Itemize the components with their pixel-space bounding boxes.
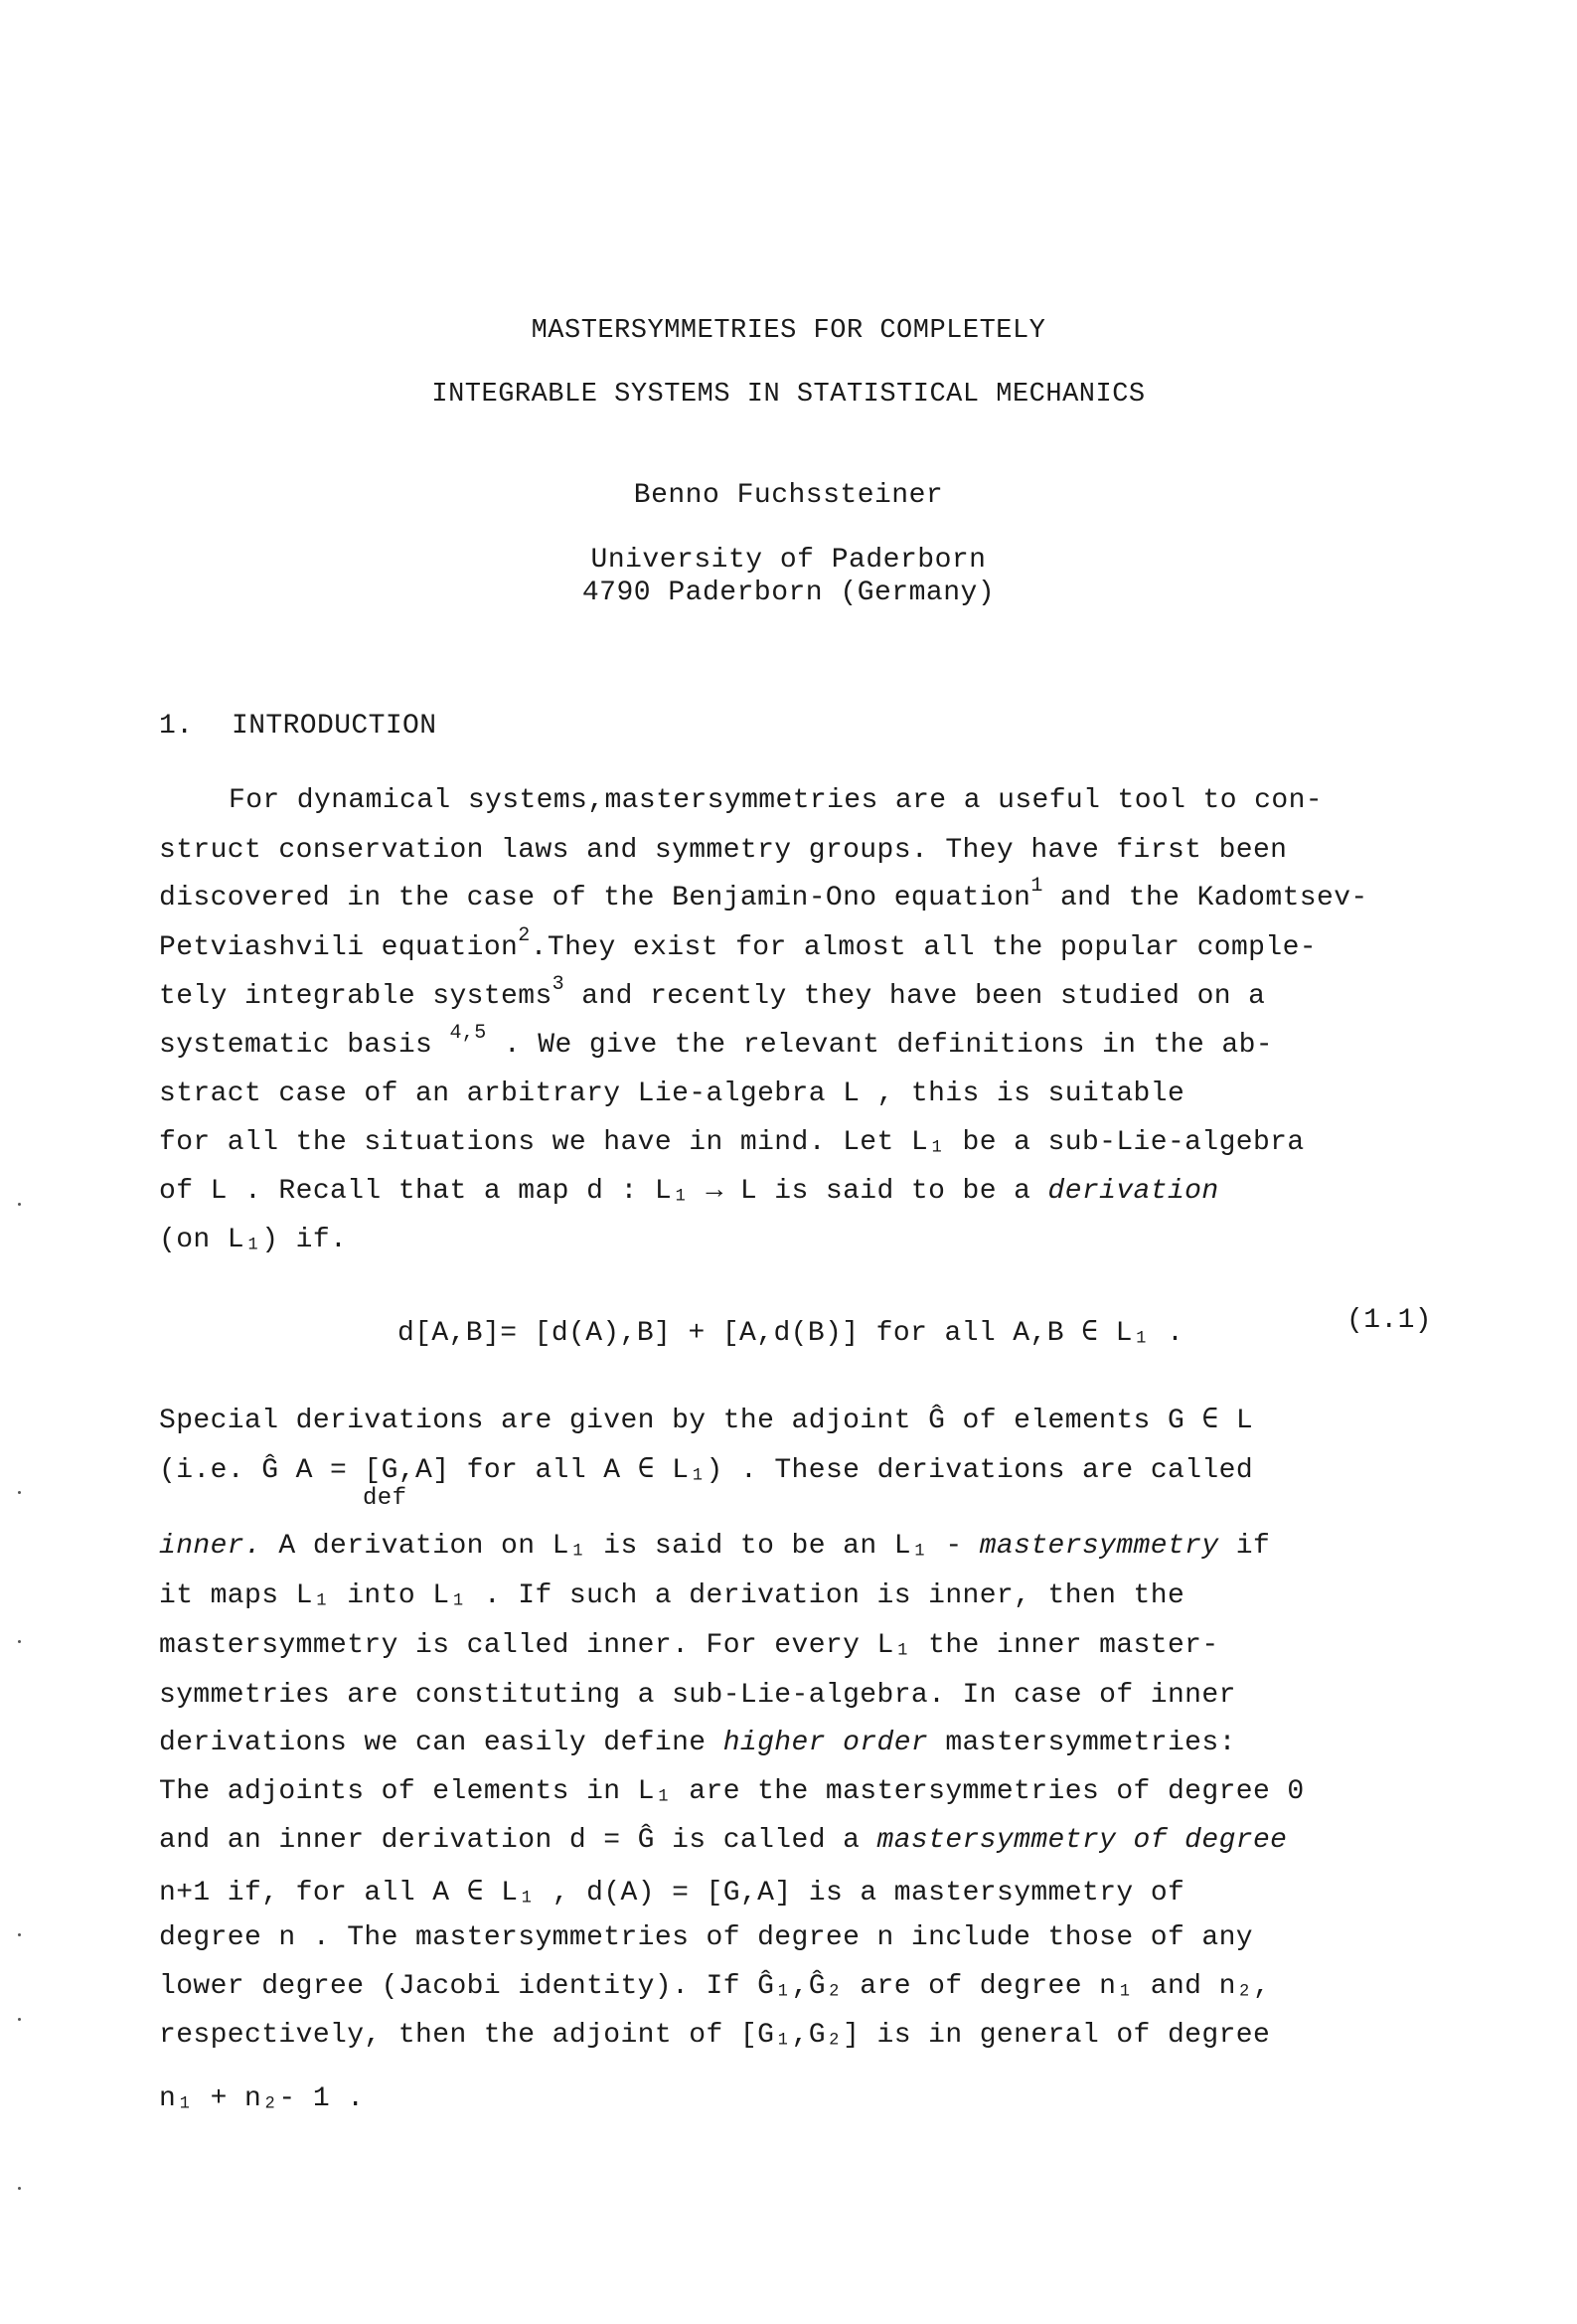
para2-line-3: inner. A derivation on L₁ is said to be an L₁ - mastersymmetry if <box>159 1531 1271 1562</box>
para2-line-6: symmetries are constituting a sub-Lie-algebra. In case of inner <box>159 1680 1236 1711</box>
para2-line-7: derivations we can easily define higher order mastersymmetries: <box>159 1728 1236 1758</box>
para1-line-3: discovered in the case of the Benjamin-Ono equation$^1$ and the Kadomtsev- <box>159 875 1368 913</box>
scan-speck <box>18 1933 21 1936</box>
para1-line-9: of L . Recall that a map d : L₁ → L is said to be a derivation <box>159 1176 1219 1207</box>
section-heading: INTRODUCTION <box>232 711 437 742</box>
para2-line-4: it maps L₁ into L₁ . If such a derivation is inner, then the <box>159 1580 1185 1611</box>
scan-speck <box>18 2018 21 2021</box>
para1-line-2: struct conservation laws and symmetry groups. They have first been <box>159 835 1288 866</box>
para2-line-11: degree n . The mastersymmetries of degree n include those of any <box>159 1922 1253 1953</box>
para1-line-5: tely integrable systems$^3$ and recently they have been studied on a <box>159 973 1266 1012</box>
para2-line-9: and an inner derivation d = Ĝ is called a mastersymmetry of degree <box>159 1825 1288 1856</box>
para2-line-8: The adjoints of elements in L₁ are the mastersymmetries of degree 0 <box>159 1776 1305 1807</box>
author-name: Benno Fuchssteiner <box>633 480 944 511</box>
para2-line-5: mastersymmetry is called inner. For every L₁ the inner master- <box>159 1630 1219 1661</box>
scan-speck <box>18 1491 21 1494</box>
para2-line-12: lower degree (Jacobi identity). If Ĝ₁,Ĝ₂ are of degree n₁ and n₂, <box>159 1971 1271 2002</box>
para1-line-10: (on L₁) if. <box>159 1225 348 1255</box>
para2-line-14: n₁ + n₂- 1 . <box>159 2083 365 2114</box>
equation-1-1: d[A,B]= [d(A),B] + [A,d(B)] for all A,B ∈ L₁ . <box>397 1318 1184 1349</box>
equation-number: (1.1) <box>1346 1305 1433 1336</box>
para2-line-10: n+1 if, for all A ∈ L₁ , d(A) = [G,A] is a mastersymmetry of <box>159 1878 1185 1909</box>
author-affiliation-1: University of Paderborn <box>590 545 987 576</box>
para1-line-8: for all the situations we have in mind. Let L₁ be a sub-Lie-algebra <box>159 1127 1305 1158</box>
para1-line-1: For dynamical systems,mastersymmetries are a useful tool to con- <box>229 785 1323 816</box>
section-number: 1. <box>159 711 194 742</box>
para2-line-1: Special derivations are given by the adjoint Ĝ of elements G ∈ L <box>159 1406 1254 1436</box>
def-subscript: def <box>363 1485 407 1512</box>
author-affiliation-2: 4790 Paderborn (Germany) <box>581 578 996 608</box>
para1-line-7: stract case of an arbitrary Lie-algebra L , this is suitable <box>159 1079 1185 1109</box>
paper-title-line-2: INTEGRABLE SYSTEMS IN STATISTICAL MECHANICS <box>431 380 1146 410</box>
para2-line-2: (i.e. Ĝ A = [G,A] for all A ∈ L₁) . These derivations are called <box>159 1455 1254 1486</box>
scan-speck <box>18 1640 21 1643</box>
para1-line-6: systematic basis $^{4,5}$ . We give the relevant definitions in the ab- <box>159 1022 1273 1061</box>
scan-speck <box>18 2187 21 2190</box>
scan-speck <box>18 1203 21 1206</box>
para2-line-13: respectively, then the adjoint of [G₁,G₂] is in general of degree <box>159 2020 1271 2051</box>
para1-line-4: Petviashvili equation$^2$.They exist for almost all the popular comple- <box>159 924 1317 963</box>
paper-title-line-1: MASTERSYMMETRIES FOR COMPLETELY <box>531 316 1046 346</box>
